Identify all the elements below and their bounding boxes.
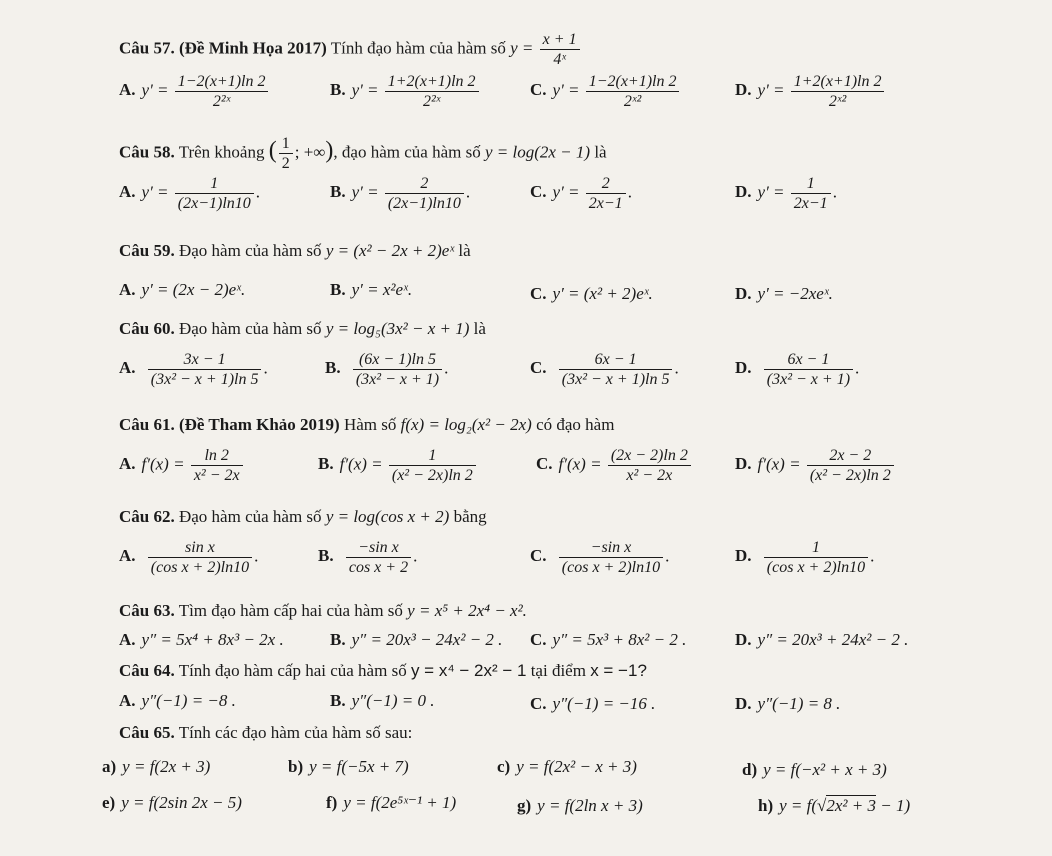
q61-option-a[interactable]: A. f′(x) = $\frac{\ln 2}{\text{x² − 2x}}$ — [119, 446, 245, 485]
q65-item-h: h) y = f(√2x² + 3 − 1) — [758, 796, 911, 815]
q58-option-a[interactable]: A. y′ = $\frac{1}{(2x-1)\ln 10}$ . — [119, 175, 261, 212]
q65-item-f: f) y = f(2e⁵ˣ⁻¹ + 1) — [326, 793, 457, 812]
q58-option-d[interactable]: D. y′ = $\frac{1}{2x-1}$ . — [735, 175, 837, 212]
question-64-point: x = −1? — [590, 661, 647, 680]
question-58: Câu 58. Trên khoảng ( $\frac{1}{2}$ ; +∞), đạo hàm của hàm số y = log(2x − 1) là — [119, 135, 607, 172]
q62-option-a[interactable]: A. $\frac{\text{sin x}}{\text{(cos x + 2)ln10}}$ . — [119, 539, 259, 576]
question-58-head: Câu 58. — [119, 142, 175, 162]
question-62-func: y = log(cos x + 2) — [325, 507, 450, 526]
q65-item-b: b) y = f(−5x + 7) — [288, 757, 409, 776]
q63-option-a[interactable]: A. y″ = 5x⁴ + 8x³ − 2x . — [119, 630, 284, 649]
q60-option-c[interactable]: C. $\frac{6x - 1}{\text{(3x² − x + 1)ln 5}}$ . — [530, 351, 679, 388]
question-65: Câu 65. Tính các đạo hàm của hàm số sau: — [119, 723, 413, 742]
q65-item-g: g) y = f(2ln x + 3) — [517, 796, 643, 815]
question-57-func-lhs: y = — [510, 38, 534, 58]
question-57-func: $\frac{x + 1}{\text{4ˣ}}$ — [540, 30, 580, 69]
q64-option-d[interactable]: D. y″(−1) = 8 . — [735, 694, 841, 713]
question-64: Câu 64. Tính đạo hàm cấp hai của hàm số y = x⁴ − 2x² − 1 tại điểm x = −1? — [119, 661, 647, 680]
q59-option-a[interactable]: A. y′ = (2x − 2)eˣ. — [119, 280, 246, 299]
q64-option-b[interactable]: B. y″(−1) = 0 . — [330, 691, 435, 710]
q59-option-b[interactable]: B. y′ = x²eˣ. — [330, 280, 413, 299]
question-58-func: y = log(2x − 1) — [484, 142, 591, 162]
q63-option-c[interactable]: C. y″ = 5x³ + 8x² − 2 . — [530, 630, 687, 649]
question-64-func: y = x⁴ − 2x² − 1 — [410, 661, 527, 680]
question-57-head: Câu 57. (Đề Minh Họa 2017) — [119, 38, 327, 58]
q58-option-c[interactable]: C. y′ = $\frac{2}{2x-1}$ . — [530, 175, 632, 212]
q58-option-b[interactable]: B. y′ = $\frac{2}{(2x-1)\ln 10}$ . — [330, 175, 471, 212]
q60-option-d[interactable]: D. $\frac{6x - 1}{\text{(3x² − x + 1)}}$ . — [735, 351, 860, 388]
q61-option-d[interactable]: D. f′(x) = $\frac{2x - 2}{\text{(x² − 2x)ln 2}}$ — [735, 446, 896, 485]
q62-option-d[interactable]: D. $\frac{1}{\text{(cos x + 2)ln10}}$ . — [735, 539, 875, 576]
question-60-func: y = log₅(3x² − x + 1) — [325, 319, 470, 338]
question-59-func: y = (x² − 2x + 2)eˣ — [325, 241, 455, 260]
q65-item-c: c) y = f(2x² − x + 3) — [497, 757, 637, 776]
question-62: Câu 62. Đạo hàm của hàm số y = log(cos x + 2) bằng — [119, 507, 487, 526]
q61-option-b[interactable]: B. f′(x) = $\frac{1}{\text{(x² − 2x)ln 2}}$ — [318, 446, 478, 485]
q65-item-d: d) y = f(−x² + x + 3) — [742, 760, 887, 779]
q59-option-d[interactable]: D. y′ = −2xeˣ. — [735, 284, 833, 303]
question-63: Câu 63. Tìm đạo hàm cấp hai của hàm số y = x⁵ + 2x⁴ − x². — [119, 601, 527, 620]
question-59: Câu 59. Đạo hàm của hàm số y = (x² − 2x + 2)eˣ là — [119, 241, 471, 260]
q60-option-a[interactable]: A. $\frac{3x - 1}{\text{(3x² − x + 1)ln 5}}$ . — [119, 351, 268, 388]
q63-option-d[interactable]: D. y″ = 20x³ + 24x² − 2 . — [735, 630, 909, 649]
q62-option-c[interactable]: C. $\frac{\text{−sin x}}{\text{(cos x + 2)ln10}}$ . — [530, 539, 670, 576]
sqrt-symbol: √ — [817, 796, 827, 815]
q65-item-e: e) y = f(2sin 2x − 5) — [102, 793, 242, 812]
question-61-func: f(x) = log₂(x² − 2x) — [400, 415, 532, 434]
question-60: Câu 60. Đạo hàm của hàm số y = log₅(3x² − x + 1) là — [119, 319, 486, 338]
q59-option-c[interactable]: C. y′ = (x² + 2)eˣ. — [530, 284, 653, 303]
q65-item-a: a) y = f(2x + 3) — [102, 757, 211, 776]
q57-option-d[interactable]: D. y' = $\frac{1+2(x+1)\ln 2}{\text{2ˣ²}}$ — [735, 72, 886, 111]
q62-option-b[interactable]: B. $\frac{\text{−sin x}}{\text{cos x + 2}}$ . — [318, 539, 418, 576]
q60-option-b[interactable]: B. $\frac{(6x - 1)\ln 5}{\text{(3x² − x + 1)}}$ . — [325, 351, 449, 388]
q64-option-a[interactable]: A. y″(−1) = −8 . — [119, 691, 236, 710]
question-57 — [119, 30, 582, 69]
q64-option-c[interactable]: C. y″(−1) = −16 . — [530, 694, 656, 713]
q61-option-c[interactable]: C. f′(x) = $\frac{(2x - 2)\ln 2}{\text{x² − 2x}}$ — [536, 446, 693, 485]
question-58-interval: $\frac{1}{2}$ — [279, 134, 293, 173]
q57-option-c[interactable]: C. y' = $\frac{1-2(x+1)\ln 2}{\text{2ˣ²}}$ — [530, 72, 681, 111]
question-63-func: y = x⁵ + 2x⁴ − x². — [407, 601, 527, 620]
q63-option-b[interactable]: B. y″ = 20x³ − 24x² − 2 . — [330, 630, 503, 649]
question-57-text: Tính đạo hàm của hàm số — [330, 38, 506, 58]
question-61: Câu 61. (Đề Tham Khảo 2019) Hàm số f(x) = log₂(x² − 2x) có đạo hàm — [119, 415, 615, 434]
q57-option-b[interactable]: B. y' = $\frac{1+2(x+1)\ln 2}{\text{2²ˣ}}$ — [330, 72, 481, 111]
q57-option-a[interactable]: A. y' = $\frac{1-2(x+1)\ln 2}{\text{2²ˣ}}$ — [119, 72, 270, 111]
